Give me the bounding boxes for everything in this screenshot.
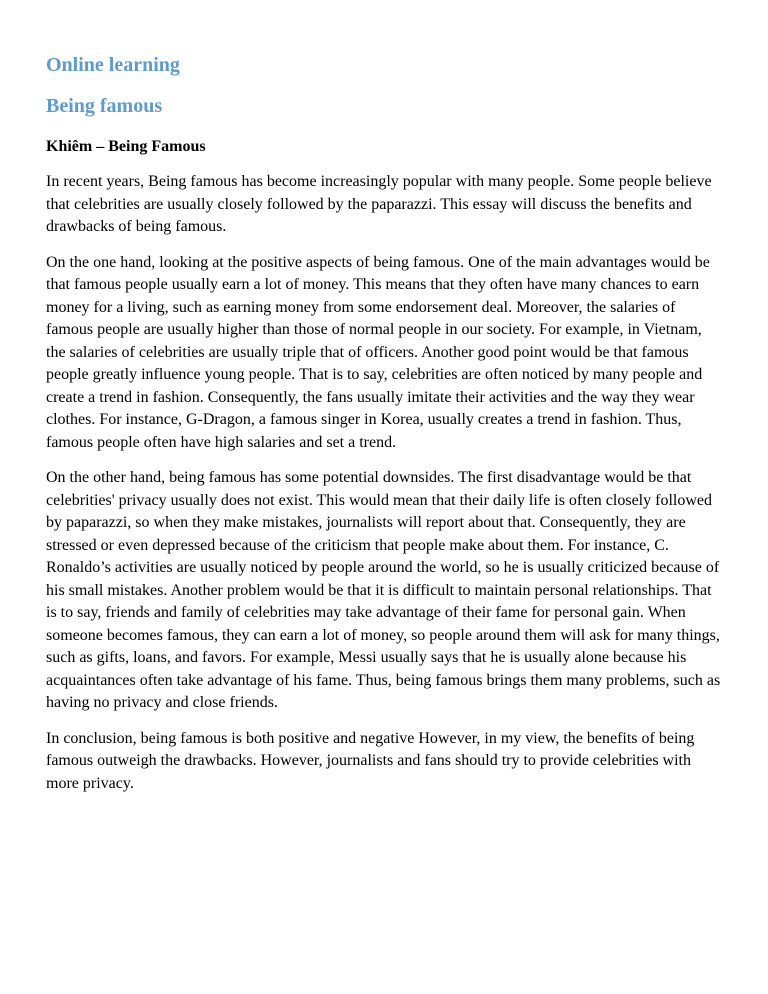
essay-paragraph-disadvantages: On the other hand, being famous has some potential downsides. The first disadvantage would be that celebrities' privacy usually does not exist. This would mean that their daily life is often closely followed by paparazzi, so when they make mistakes, journalists will report about that. Consequently, they are stressed or even depressed because of the criticism that people make about them. For instance, C. Ronaldo’s activities are usually noticed by people around the world, so he is usually criticized because of his small mistakes. Another problem would be that it is difficult to maintain personal relationships. That is to say, friends and family of celebrities may take advantage of their fame for personal gain. When someone becomes famous, they can earn a lot of money, so people around them will ask for many things, such as gifts, loans, and favors. For example, Messi usually says that he is usually alone because his acquaintances often take advantage of his fame. Thus, being famous brings them many problems, such as having no privacy and close friends.	[46, 469, 721, 711]
essay-paragraph-intro: In recent years, Being famous has become increasingly popular with many people. Some people believe that celebrities are usually closely followed by the paparazzi. This essay will discuss the benefits and drawbacks of being famous.	[46, 173, 712, 235]
section-heading-online-learning: Online learning	[46, 54, 180, 76]
section-heading-being-famous: Being famous	[46, 95, 163, 117]
essay-title: Khiêm – Being Famous	[46, 138, 206, 155]
essay-paragraph-advantages: On the one hand, looking at the positive aspects of being famous. One of the main advantages would be that famous people usually earn a lot of money. This means that they often have many chances to earn money for a living, such as earning money from some endorsement deal. Moreover, the salaries of famous people are usually higher than those of normal people in our society. For example, in Vietnam, the salaries of celebrities are usually triple that of officers. Another good point would be that famous people greatly influence young people. That is to say, celebrities are often noticed by many people and create a trend in fashion. Consequently, the fans usually imitate their activities and the way they wear clothes. For instance, G-Dragon, a famous singer in Korea, usually creates a trend in fashion. Thus, famous people often have high salaries and set a trend.	[46, 253, 710, 451]
essay-paragraph-conclusion: In conclusion, being famous is both positive and negative However, in my view, the benefits of being famous outweigh the drawbacks. However, journalists and fans should try to provide celebrities with more privacy.	[46, 729, 695, 792]
